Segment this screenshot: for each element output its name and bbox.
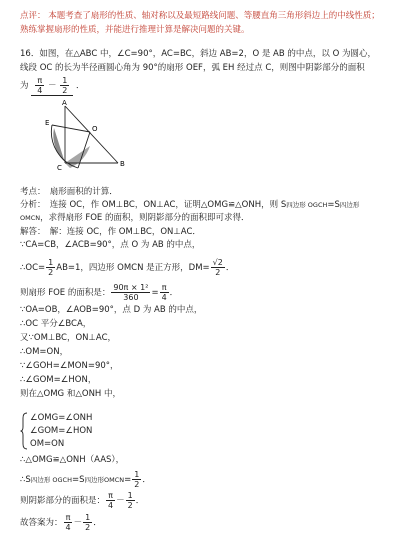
system-eq-1: ∠OMG=∠ONH xyxy=(30,413,93,423)
step13-a: 则阴影部分的面积是： xyxy=(20,496,106,506)
step-4: ∵OA=OB，∠AOB=90°，点 D 为 AB 的中点， xyxy=(20,305,203,315)
step-8: ∵∠GOH=∠MON=90°， xyxy=(20,361,119,371)
step-12 xyxy=(20,470,151,489)
fenxi-sub-1: 四边形 OGCH xyxy=(286,201,328,209)
review-label: 点评： xyxy=(20,11,46,21)
segment-OE xyxy=(52,125,90,132)
kaodian-line: 考点： 扇形面积的计算． xyxy=(20,187,118,197)
step3-frac: $\frac{\text{90π × 1²}}{360}$ xyxy=(113,283,149,302)
step-7: ∴OM=ON， xyxy=(20,347,69,357)
geometry-figure xyxy=(40,98,130,176)
problem-line-1: 16．如图，在△ABC 中，∠C=90°，AC=BC，斜边 AB=2，O 是 AB 的中点，以 O 为圆心， xyxy=(20,49,376,59)
step12-sub2: 四边形OMCN xyxy=(84,476,125,484)
final-frac-1: $\frac{\pi}{4}$ xyxy=(65,513,71,532)
step-1: ∵CA=CB，∠ACB=90°，点 O 为 AB 的中点， xyxy=(20,240,201,250)
step12-b: =S xyxy=(71,475,85,485)
system-eq-3: OM=ON xyxy=(30,439,65,449)
step-13 xyxy=(20,491,144,510)
step3-a: 则扇形 FOE 的面积是： xyxy=(20,288,111,298)
answer-frac-1: $\frac{\pi}{4}$ xyxy=(37,76,43,95)
step12-frac: $\frac{1}{2}$ xyxy=(134,470,140,489)
fenxi-sub-3: OMCN xyxy=(20,214,41,222)
step13-frac-1: $\frac{\pi}{4}$ xyxy=(108,491,114,510)
problem-answer-line xyxy=(20,76,85,96)
step13-minus: － xyxy=(116,496,125,506)
shaded-region xyxy=(53,128,66,163)
fenxi-line-2 xyxy=(20,213,250,224)
label-A: A xyxy=(62,99,67,107)
answer-minus: － xyxy=(48,81,57,91)
label-B: B xyxy=(120,160,125,168)
shaded-sector xyxy=(65,146,90,168)
final-e: ． xyxy=(93,518,102,528)
step-5: ∴OC 平分∠BCA， xyxy=(20,319,92,329)
step2-c: ． xyxy=(225,263,235,273)
review-text-2: 熟练掌握扇形的性质，并能进行推理计算是解决问题的关键。 xyxy=(20,25,250,35)
step3-frac-2: $\frac{\pi}{4}$ xyxy=(161,283,167,302)
step12-e: ． xyxy=(142,475,151,485)
fenxi-text-2: ，求得扇形 FOE 的面积，则阴影部分的面积即可求得． xyxy=(40,213,250,223)
step13-frac-2: $\frac{1}{2}$ xyxy=(127,491,133,510)
step12-sub: 四边形 OGCH xyxy=(30,476,72,484)
step2-frac: $\frac{1}{2}$ xyxy=(48,258,54,277)
step2-b: AB=1，四边形 OMCN 是正方形，DM= xyxy=(56,263,210,273)
fenxi-sub-2: 四边形 xyxy=(339,201,360,209)
label-C: C xyxy=(57,164,62,172)
final-answer xyxy=(20,513,102,532)
review-line-1 xyxy=(20,11,380,22)
final-frac-2: $\frac{1}{2}$ xyxy=(85,513,91,532)
final-a: 故答案为： xyxy=(20,518,63,528)
segment-AB xyxy=(65,106,118,163)
step-10: 则在△OMG 和△ONH 中， xyxy=(20,389,122,399)
final-minus: － xyxy=(73,518,83,528)
step-2 xyxy=(20,258,234,277)
step-11: ∴△OMG≌△ONH（AAS）， xyxy=(20,455,125,465)
step13-e: ． xyxy=(135,496,145,506)
system-eq-2: ∠GOM=∠HON xyxy=(30,426,93,436)
fenxi-text-1: 分析： 连接 OC，作 OM⊥BC，ON⊥AC，证明△OMG≌△ONH，则 S xyxy=(20,200,287,210)
answer-prefix: 为 xyxy=(20,81,29,91)
answer-frac-2: $\frac{1}{2}$ xyxy=(62,76,68,95)
step12-c: = xyxy=(124,475,132,485)
step2-root-frac: $\frac{√2}{2}$ xyxy=(212,258,223,277)
step3-eq: = xyxy=(151,288,159,298)
label-O: O xyxy=(92,125,98,133)
answer-suffix: ． xyxy=(76,81,85,91)
step12-a: ∴S xyxy=(20,475,31,485)
step3-c: ． xyxy=(169,288,179,298)
step2-a: ∴OC= xyxy=(20,263,46,273)
fenxi-eq: =S xyxy=(327,200,340,210)
step-3 xyxy=(20,283,178,302)
jieda-line: 解答： 解：连接 OC，作 OM⊥BC，ON⊥AC． xyxy=(20,227,201,237)
problem-line-2: 线段 OC 的长为半径画圆心角为 90°的扇形 OEF，弧 EH 经过点 C，则图中阴影部分的面积 xyxy=(20,63,365,73)
review-text-1: 本题考查了扇形的性质、轴对称以及最短路线问题、等腰直角三角形斜边上的中线性质； xyxy=(48,11,380,21)
answer-blank xyxy=(31,76,73,96)
label-E: E xyxy=(45,119,50,127)
step-6: 又∵OM⊥BC，ON⊥AC， xyxy=(20,333,117,343)
step-9: ∴∠GOM=∠HON， xyxy=(20,375,97,385)
system-brace xyxy=(20,412,28,450)
fenxi-line-1 xyxy=(20,200,359,211)
